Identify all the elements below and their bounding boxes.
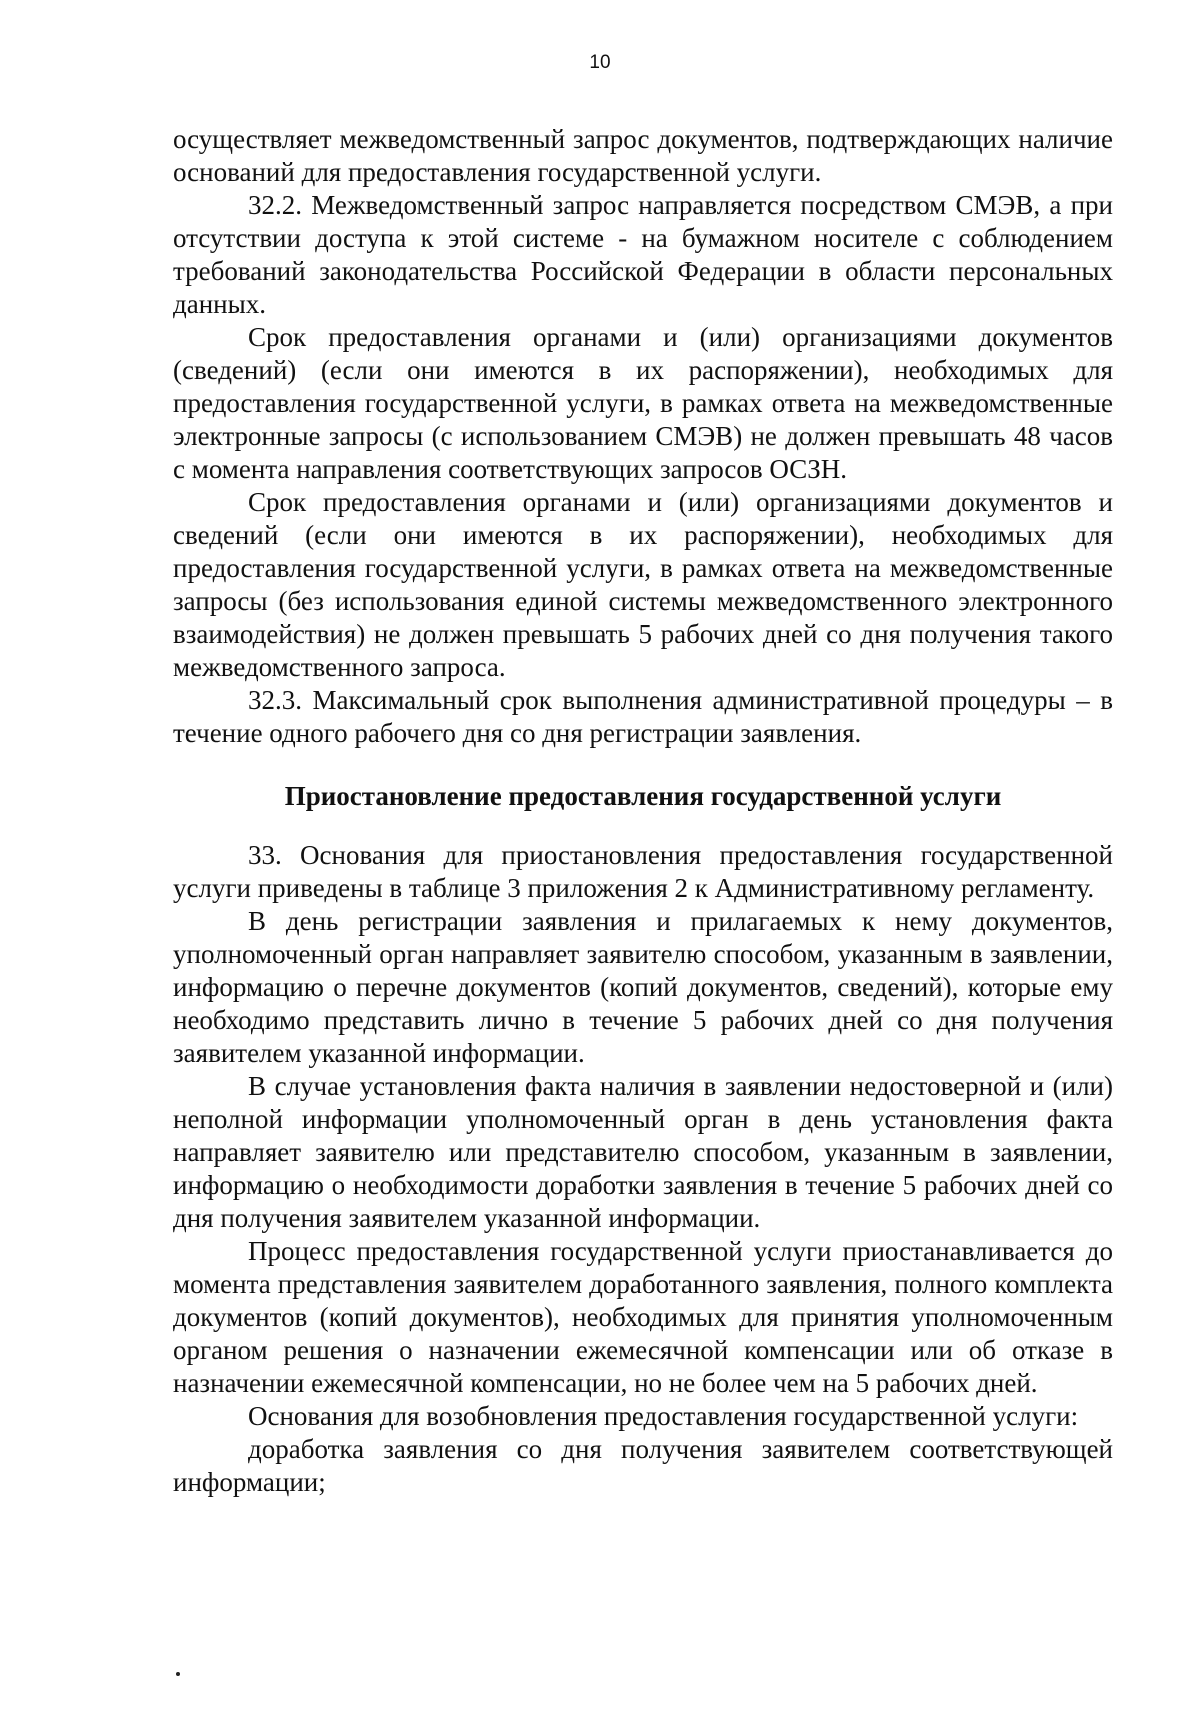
section-heading: Приостановление предоставления государственной услуги: [284, 781, 1002, 811]
paragraph-32-3: 32.3. Максимальный срок выполнения административной процедуры – в течение одного рабочего дня со дня регистрации заявления.: [173, 685, 1113, 748]
paragraph-33: 33. Основания для приостановления предоставления государственной услуги приведены в таблице 3 приложения 2 к Административному регламенту.: [173, 840, 1113, 903]
document-body: [173, 123, 1113, 1499]
paragraph-incomplete-info: В случае установления факта наличия в заявлении недостоверной и (или) неполной информации уполномоченный орган в день установления факта направляет заявителю или представителю способом, указанным в заявлении, информацию о необходимости доработки заявления в течение 5 рабочих дней со дня получения заявителем указанной информации.: [173, 1071, 1113, 1233]
paragraph-continuation: осуществляет межведомственный запрос документов, подтверждающих наличие оснований для предоставления государственной услуги.: [173, 124, 1113, 187]
paragraph-resumption-grounds: Основания для возобновления предоставления государственной услуги:: [248, 1401, 1079, 1431]
paragraph-electronic-deadline: Срок предоставления органами и (или) организациями документов (сведений) (если они имеются в их распоряжении), необходимых для предоставления государственной услуги, в рамках ответа на межведомственные электронные запросы (с использованием СМЭВ) не должен превышать 48 часов с момента направления соответствующих запросов ОСЗН.: [173, 322, 1113, 484]
page-number: 10: [589, 52, 611, 73]
paragraph-registration-day: В день регистрации заявления и прилагаемых к нему документов, уполномоченный орган направляет заявителю способом, указанным в заявлении, информацию о перечне документов (копий документов, сведений), которые ему необходимо представить лично в течение 5 рабочих дней со дня получения заявителем указанной информации.: [173, 906, 1113, 1068]
paragraph-32-2: 32.2. Межведомственный запрос направляется посредством СМЭВ, а при отсутствии доступа к этой системе - на бумажном носителе с соблюдением требований законодательства Российской Федерации в области персональных данных.: [173, 190, 1113, 319]
paragraph-paper-deadline: Срок предоставления органами и (или) организациями документов и сведений (если они имеются в их распоряжении), необходимых для предоставления государственной услуги, в рамках ответа на межведомственные запросы (без использования единой системы межведомственного электронного взаимодействия) не должен превышать 5 рабочих дней со дня получения такого межведомственного запроса.: [173, 487, 1113, 682]
paragraph-resumption-item: доработка заявления со дня получения заявителем соответствующей информации;: [173, 1434, 1113, 1497]
scan-dot-mark: [176, 1672, 180, 1676]
paragraph-suspension-process: Процесс предоставления государственной услуги приостанавливается до момента представления заявителем доработанного заявления, полного комплекта документов (копий документов), необходимых для принятия уполномоченным органом решения о назначении ежемесячной компенсации или об отказе в назначении ежемесячной компенсации, но не более чем на 5 рабочих дней.: [173, 1236, 1113, 1398]
